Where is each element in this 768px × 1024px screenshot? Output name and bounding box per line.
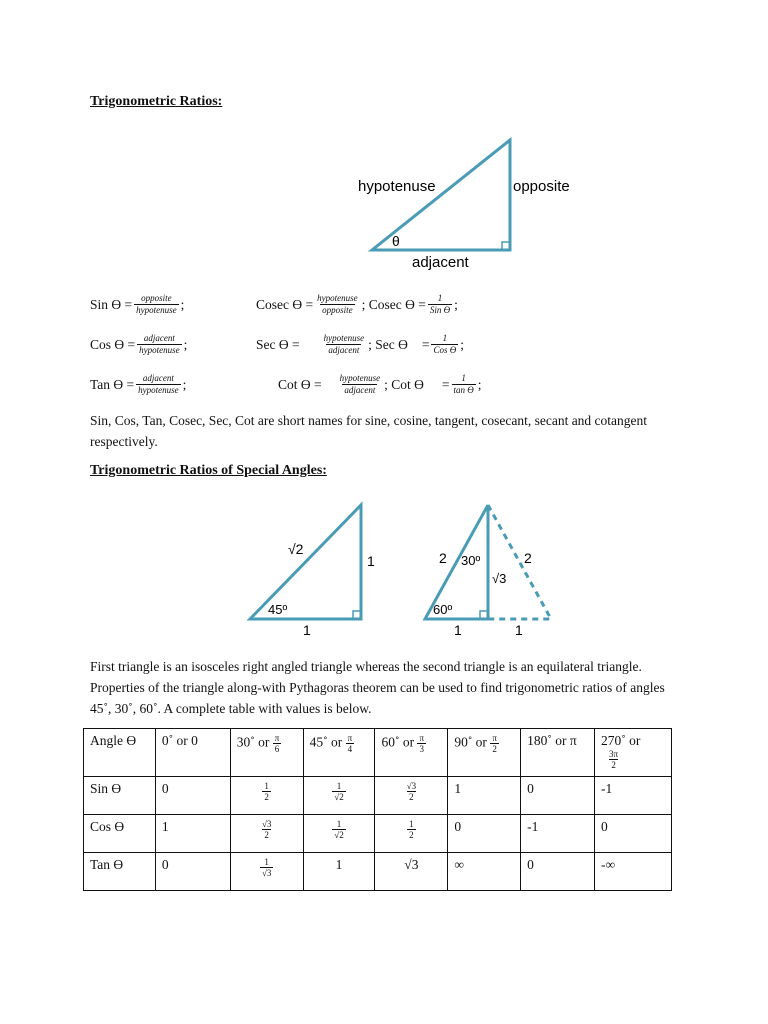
trig-values-table [83,728,672,891]
equation-cos: Cos ϴ = $\frac{\text{adjacent}}{\text{hypotenuse}}$ ; [90,333,188,355]
label-angle-60: 60º [433,602,453,617]
sin-30: $\frac{1}{2}$ [230,777,303,815]
section-heading-trig-ratios: Trigonometric Ratios: [90,94,223,109]
right-triangle-diagram [340,130,600,275]
header-0: 0˚ or 0 [155,729,230,777]
sin-45: $\frac{1}{√2}$ [303,777,375,815]
sin-60: $\frac{√3}{2}$ [375,777,448,815]
table-row-tan [84,853,672,891]
label-hyp-root2: √2 [288,541,304,557]
cos-30: $\frac{√3}{2}$ [230,815,303,853]
sin-90: 1 [448,777,521,815]
label-angle-45: 45º [268,602,288,617]
label-hypotenuse: hypotenuse [358,178,436,195]
paragraph-short-names: Sin, Cos, Tan, Cosec, Sec, Cot are short names for sine, cosine, tangent, cosecant, secant and cotangent respectively. [90,413,648,449]
label-base-1: 1 [303,622,311,638]
sin-180: 0 [521,777,595,815]
label-side-2-right: 2 [524,550,532,566]
table-header-row [84,729,672,777]
header-90: 90˚ or $\frac{\pi}{2}$ [448,729,521,777]
label-base-left-1: 1 [454,622,462,638]
equation-sin: Sin ϴ = $\frac{\text{opposite}}{\text{hypotenuse}}$ ; [90,293,185,315]
cos-0: 1 [155,815,230,853]
table-row-cos [84,815,672,853]
cos-60: $\frac{1}{2}$ [375,815,448,853]
equation-sec: Sec ϴ = $\frac{\text{hypotenuse}}{\text{adjacent}}$ ; Sec ϴ = $\frac{1}{\text{Cos ϴ}}$ ; [256,333,465,355]
cos-45: $\frac{1}{√2}$ [303,815,375,853]
tan-270: -∞ [595,853,672,891]
paragraph-special-triangles: First triangle is an isosceles right angled triangle whereas the second triangle is an equilateral triangle. Properties of the triangle along-with Pythagoras theorem can be used to find trigonometric ratios of angles 45˚, 30˚, 60˚. A complete table with values is below. [90,659,665,716]
tan-45: 1 [303,853,375,891]
isosceles-triangle-shape [250,505,361,619]
label-angle-30: 30º [461,553,481,568]
tan-90: ∞ [448,853,521,891]
tan-0: 0 [155,853,230,891]
label-side-2-left: 2 [439,550,447,566]
equation-cot: Cot ϴ = $\frac{\text{hypotenuse}}{\text{adjacent}}$ ; Cot ϴ = $\frac{1}{\text{tan ϴ}}$ ; [278,373,482,395]
label-theta: θ [392,233,400,249]
row-label-sin: Sin ϴ [84,777,156,815]
header-180: 180˚ or π [521,729,595,777]
cos-270: 0 [595,815,672,853]
label-side-1: 1 [367,553,375,569]
sin-270: -1 [595,777,672,815]
header-30: 30˚ or $\frac{\pi}{6}$ [230,729,303,777]
tan-180: 0 [521,853,595,891]
row-label-cos: Cos ϴ [84,815,156,853]
tan-60: √3 [375,853,448,891]
header-45: 45˚ or $\frac{\pi}{4}$ [303,729,375,777]
header-270: 270˚ or $\frac{3\pi}{2}$ [595,729,672,777]
equation-cosec: Cosec ϴ = $\frac{\text{hypotenuse}}{\text{opposite}}$ ; Cosec ϴ = $\frac{1}{\text{Sin ϴ}}$ ; [256,293,458,315]
dashed-half-triangle [488,505,551,619]
sin-0: 0 [155,777,230,815]
special-angle-triangles-diagram [240,495,570,645]
cos-180: -1 [521,815,595,853]
tan-30: $\frac{1}{√3}$ [230,853,303,891]
label-height-root3: √3 [492,571,507,586]
row-label-tan: Tan ϴ [84,853,156,891]
table-row-sin [84,777,672,815]
section-heading-special-angles: Trigonometric Ratios of Special Angles: [90,463,327,478]
label-opposite: opposite [513,178,570,195]
cos-90: 0 [448,815,521,853]
equation-tan: Tan ϴ = $\frac{\text{adjacent}}{\text{hypotenuse}}$ ; [90,373,187,395]
header-angle: Angle ϴ [84,729,156,777]
label-base-right-1: 1 [515,622,523,638]
header-60: 60˚ or $\frac{\pi}{3}$ [375,729,448,777]
label-adjacent: adjacent [412,254,469,271]
